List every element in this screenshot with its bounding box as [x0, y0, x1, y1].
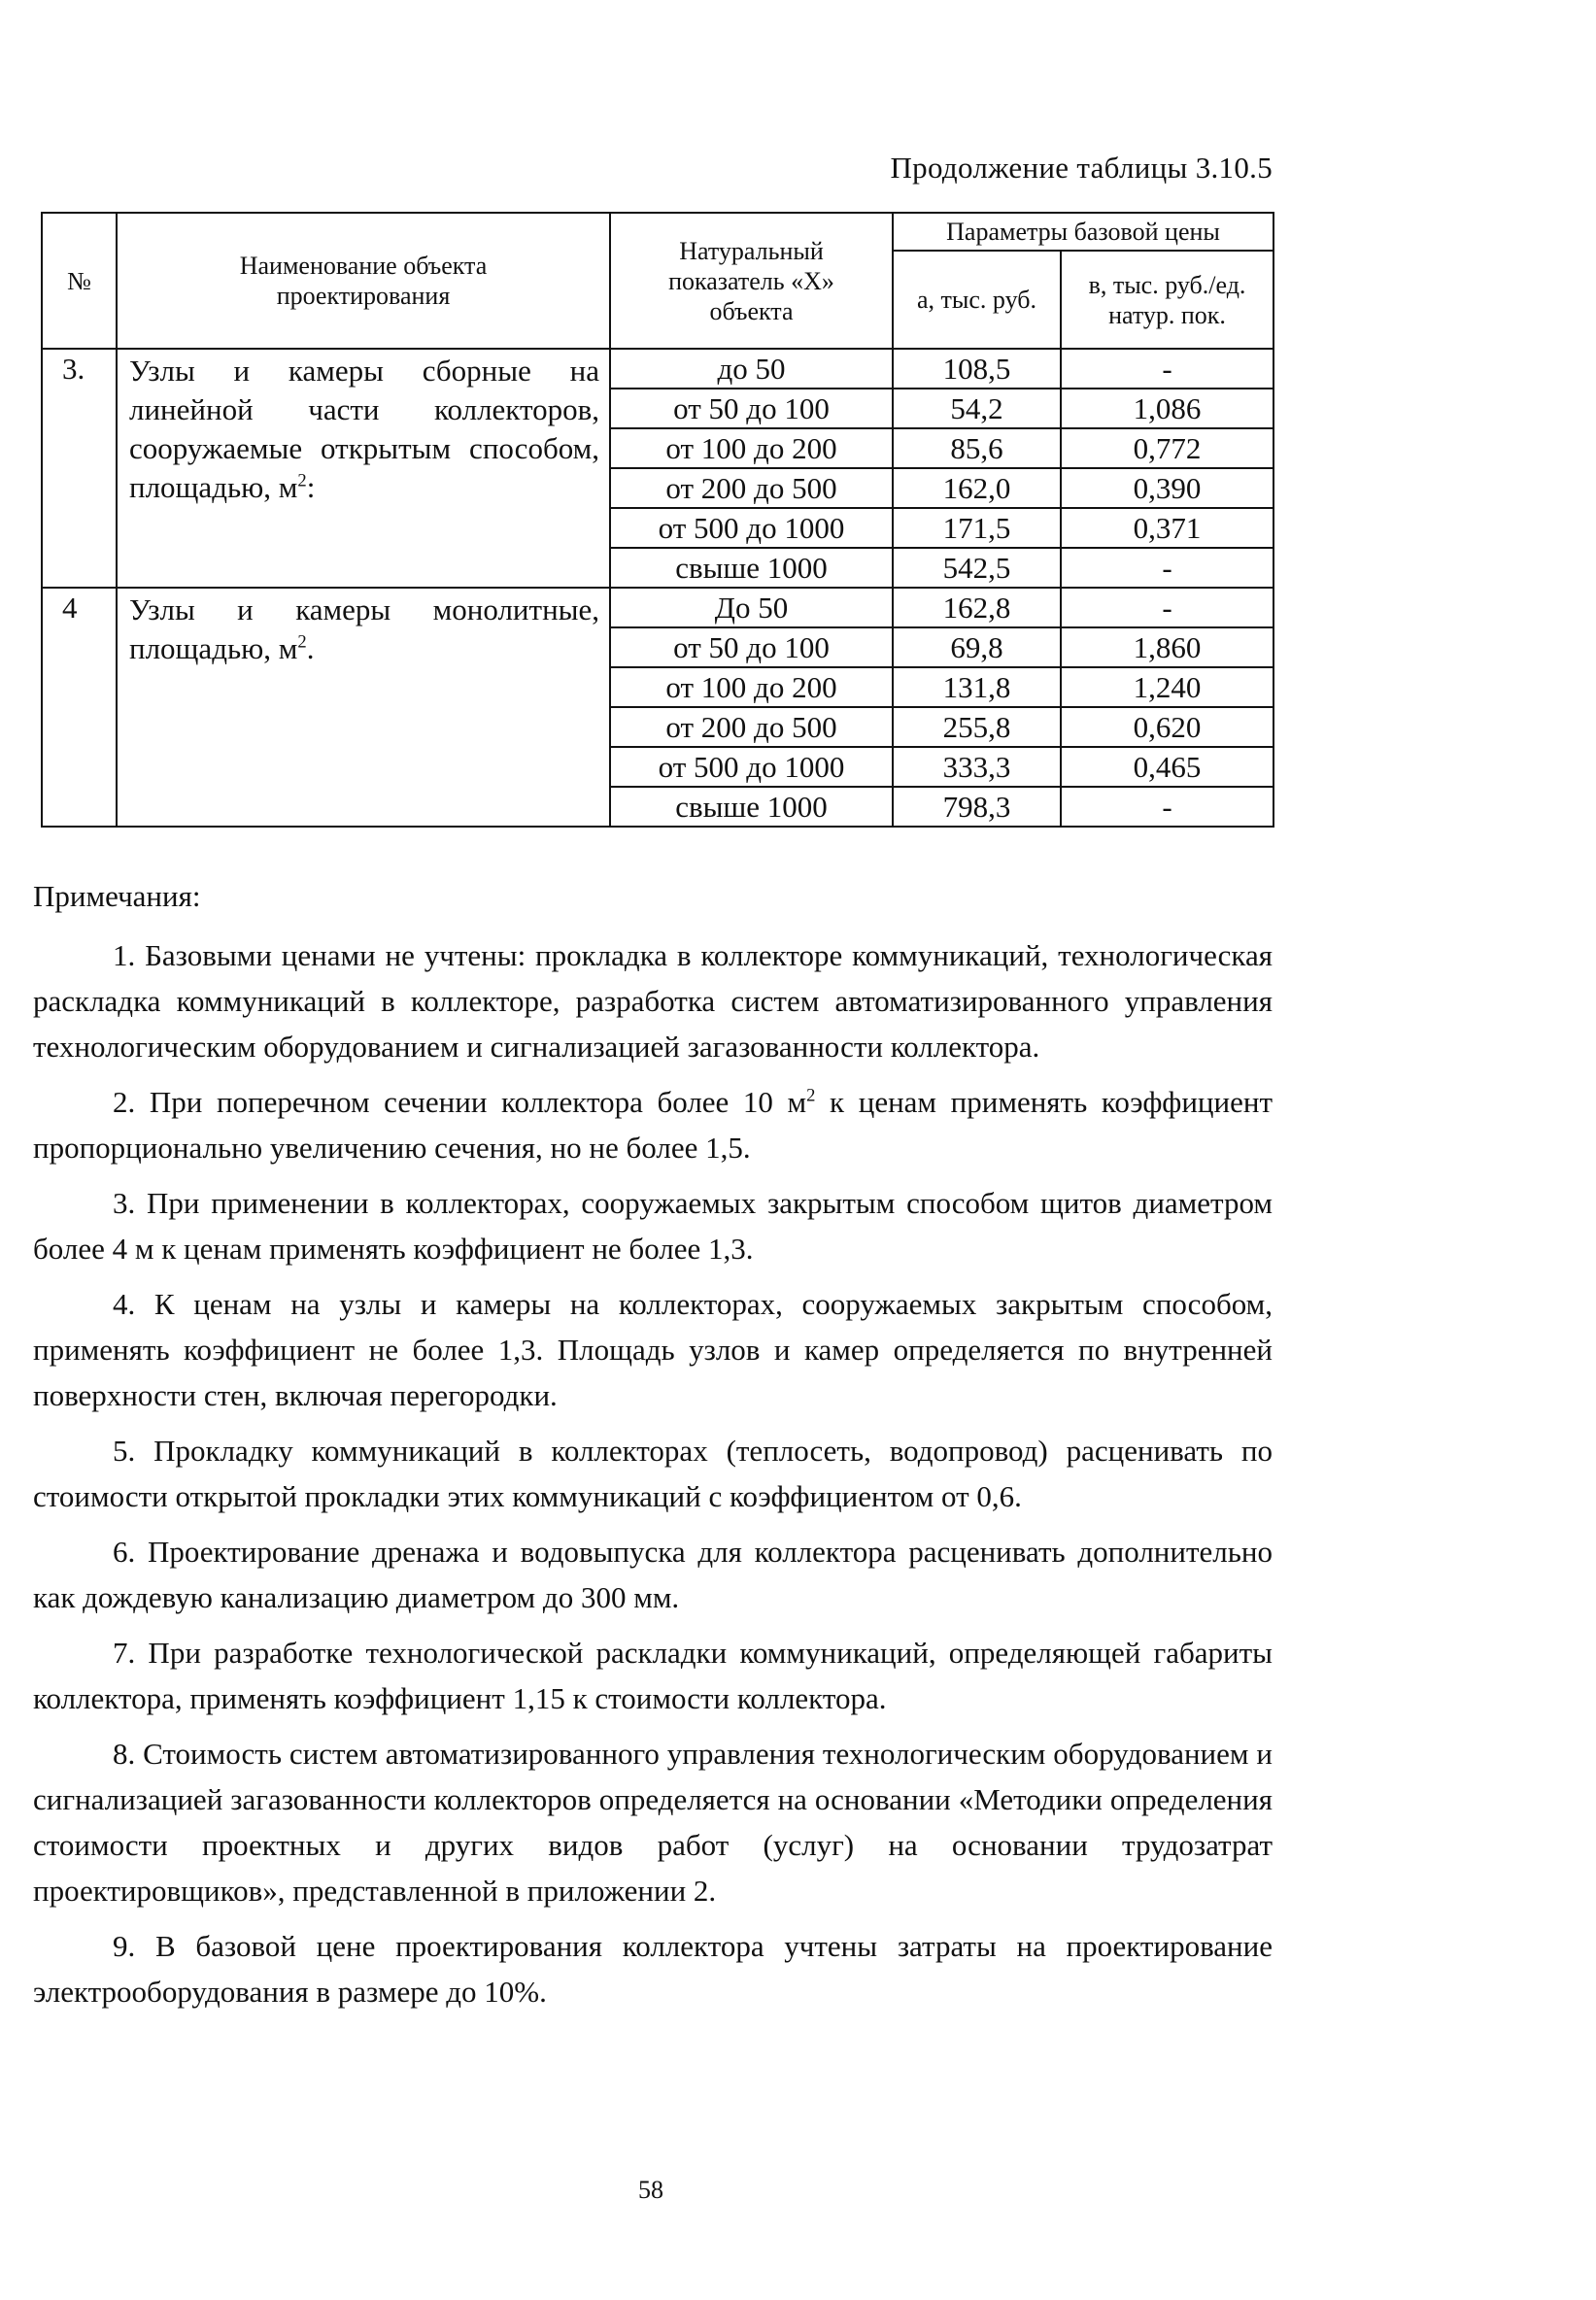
- note-item: 7. При разработке технологической раскладки коммуникаций, определяющей габариты коллектора, применять коэффициент 1,15 к стоимости коллектора.: [33, 1636, 1273, 1715]
- header-natural-indicator: Натуральный показатель «Х» объекта: [610, 213, 893, 349]
- row-number: 3.: [42, 349, 117, 588]
- indicator-cell: от 100 до 200: [610, 428, 893, 468]
- indicator-cell: от 100 до 200: [610, 667, 893, 707]
- table-continuation-caption: Продолжение таблицы 3.10.5: [890, 151, 1273, 185]
- param-b-cell: 0,620: [1061, 707, 1273, 747]
- object-name: Узлы и камеры сборные на линейной части коллекторов, сооружаемые открытым способом, площадью, $м^2$:: [117, 349, 610, 588]
- indicator-cell: от 200 до 500: [610, 468, 893, 508]
- indicator-cell: свыше 1000: [610, 787, 893, 827]
- param-b-cell: -: [1061, 588, 1273, 627]
- param-a-cell: 162,0: [893, 468, 1061, 508]
- param-b-cell: 0,371: [1061, 508, 1273, 548]
- note-item: 9. В базовой цене проектирования коллектора учтены затраты на проектирование электрооборудования в размере до 10%.: [33, 1929, 1273, 2009]
- indicator-cell: от 50 до 100: [610, 389, 893, 428]
- note-item: 6. Проектирование дренажа и водовыпуска для коллектора расценивать дополнительно как дождевую канализацию диаметром до 300 мм.: [33, 1535, 1273, 1614]
- notes-title: Примечания:: [33, 879, 201, 913]
- header-param-b: в, тыс. руб./ед. натур. пок.: [1061, 251, 1273, 349]
- param-a-cell: 333,3: [893, 747, 1061, 787]
- header-object-name: Наименование объекта проектирования: [117, 213, 610, 349]
- indicator-cell: До 50: [610, 588, 893, 627]
- param-b-cell: -: [1061, 349, 1273, 389]
- param-a-cell: 162,8: [893, 588, 1061, 627]
- note-item: 4. К ценам на узлы и камеры на коллекторах, сооружаемых закрытым способом, применять коэффициент не более 1,3. Площадь узлов и камер определяется по внутренней поверхности стен, включая перегородки.: [33, 1287, 1273, 1412]
- param-a-cell: 108,5: [893, 349, 1061, 389]
- param-a-cell: 255,8: [893, 707, 1061, 747]
- param-a-cell: 69,8: [893, 627, 1061, 667]
- param-b-cell: 1,860: [1061, 627, 1273, 667]
- note-item: 3. При применении в коллекторах, сооружаемых закрытым способом щитов диаметром более 4 м к ценам применять коэффициент не более 1,3.: [33, 1186, 1273, 1266]
- table-row: [42, 588, 1273, 627]
- table-header: [42, 213, 1273, 349]
- note-item: 5. Прокладку коммуникаций в коллекторах (теплосеть, водопровод) расценивать по стоимости открытой прокладки этих коммуникаций с коэффициентом от 0,6.: [33, 1434, 1273, 1513]
- notes-list: [33, 932, 1273, 2024]
- indicator-cell: от 500 до 1000: [610, 508, 893, 548]
- indicator-cell: до 50: [610, 349, 893, 389]
- note-item: 8. Стоимость систем автоматизированного управления технологическим оборудованием и сигнализацией загазованности коллекторов определяется на основании «Методики определения стоимости проектных и других видов работ (услуг) на основании трудозатрат проектировщиков», представленной в приложении 2.: [33, 1737, 1273, 1908]
- param-a-cell: 542,5: [893, 548, 1061, 588]
- param-b-cell: 1,240: [1061, 667, 1273, 707]
- indicator-cell: от 500 до 1000: [610, 747, 893, 787]
- table-row: [42, 349, 1273, 389]
- indicator-cell: свыше 1000: [610, 548, 893, 588]
- param-b-cell: 0,772: [1061, 428, 1273, 468]
- param-a-cell: 85,6: [893, 428, 1061, 468]
- param-a-cell: 798,3: [893, 787, 1061, 827]
- param-a-cell: 171,5: [893, 508, 1061, 548]
- indicator-cell: от 50 до 100: [610, 627, 893, 667]
- note-item: 2. При поперечном сечении коллектора более 10 $м^2$ к ценам применять коэффициент пропорционально увеличению сечения, но не более 1,5.: [33, 1085, 1273, 1165]
- header-base-price-params: Параметры базовой цены: [893, 213, 1273, 251]
- indicator-cell: от 200 до 500: [610, 707, 893, 747]
- param-b-cell: -: [1061, 548, 1273, 588]
- header-param-a: а, тыс. руб.: [893, 251, 1061, 349]
- header-number: №: [42, 213, 117, 349]
- object-name: Узлы и камеры монолитные, площадью, $м^2$.: [117, 588, 610, 827]
- param-b-cell: 0,390: [1061, 468, 1273, 508]
- param-b-cell: 0,465: [1061, 747, 1273, 787]
- page-number: 58: [638, 2176, 663, 2204]
- note-item: 1. Базовыми ценами не учтены: прокладка в коллекторе коммуникаций, технологическая раскладка коммуникаций в коллекторе, разработка систем автоматизированного управления технологическим оборудованием и сигнализацией загазованности коллектора.: [33, 938, 1273, 1064]
- param-a-cell: 131,8: [893, 667, 1061, 707]
- param-b-cell: -: [1061, 787, 1273, 827]
- table-body: [42, 349, 1273, 827]
- row-number: 4: [42, 588, 117, 827]
- param-b-cell: 1,086: [1061, 389, 1273, 428]
- param-a-cell: 54,2: [893, 389, 1061, 428]
- base-price-table: [41, 212, 1274, 828]
